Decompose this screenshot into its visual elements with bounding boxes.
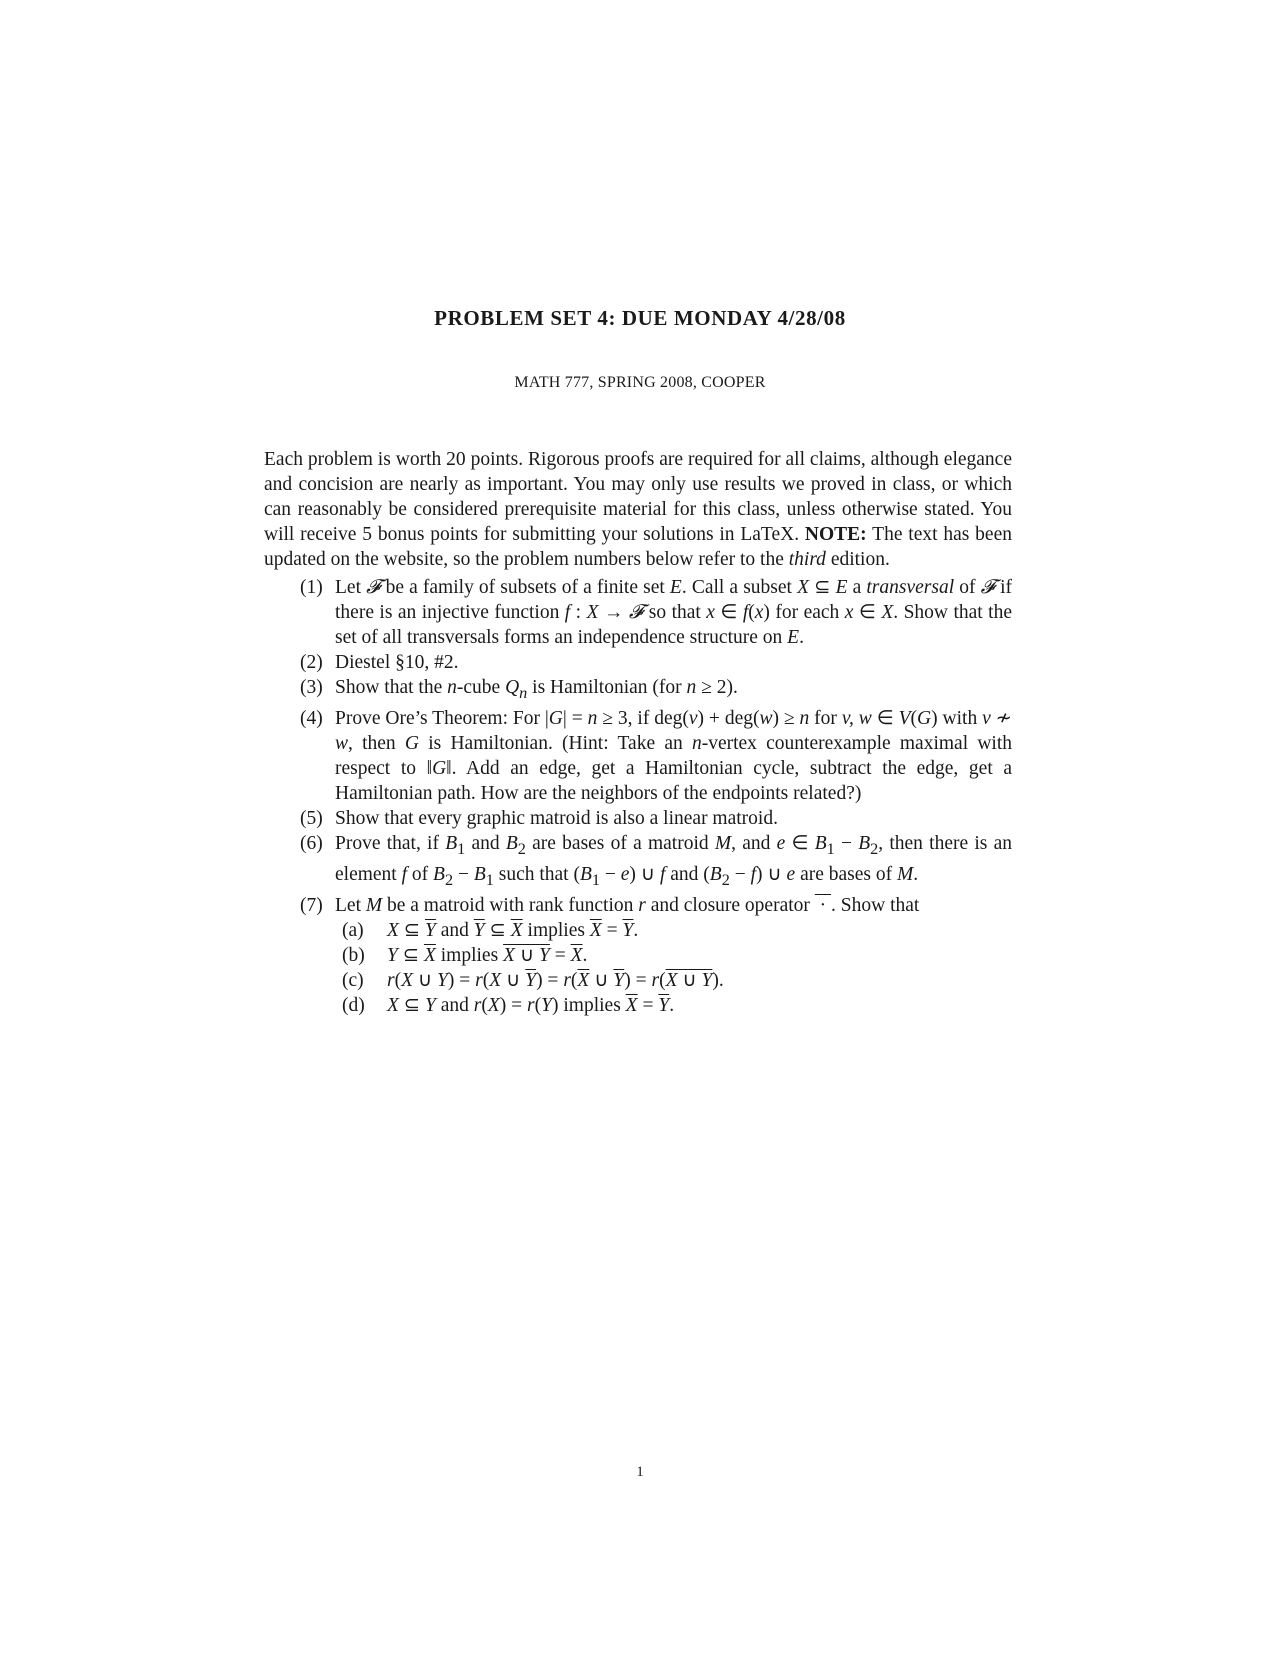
note-label: NOTE: <box>804 524 867 545</box>
problem-number: (3) <box>300 677 323 698</box>
problem-number: (1) <box>300 577 323 598</box>
course-subtitle: MATH 777, SPRING 2008, COOPER <box>514 374 766 391</box>
problem-4: (4) Prove Ore’s Theorem: For |G| = n ≥ 3, if deg(v) + deg(w) ≥ n for v, w ∈ V(G) with v ≁ w, then G is Hamiltonian. (Hint: Take an n-vertex counterexample maximal with respect to ‖G‖. Add an edge, get a Hamiltonian cycle, subtract the edge, get a Hamiltonian path. How are the neighbors of the endpoints related?) <box>300 707 1013 804</box>
problem-number: (6) <box>300 832 323 854</box>
page-title: PROBLEM SET 4: DUE MONDAY 4/28/08 <box>434 306 846 330</box>
subpart-list <box>335 918 1012 1018</box>
subpart-d: (d) X ⊆ Y and r(X) = r(Y) implies $\overline{X} = \overline{Y}$. <box>342 994 675 1016</box>
problem-6: (6) Prove that, if $B_1$ and $B_2$ are bases of a matroid M, and e ∈ $B_1 - B_2$, then there is an element f of $B_2 - B_1$ such that $(B_1 - e)$ ∪ f and $(B_2 - f)$ ∪ e are bases of M. <box>300 832 1012 889</box>
document-body <box>264 447 1012 1018</box>
problem-number: (2) <box>300 652 323 673</box>
subpart-c: (c) r(X ∪ Y) = r(X ∪ $\overline{Y}) = r(\overline{X}$ ∪ $\overline{Y}) = r(X$ ∪ Y). <box>342 969 724 991</box>
subpart-label: (a) <box>342 919 364 941</box>
page-number: 1 <box>636 1464 644 1480</box>
problem-2: (2) Diestel §10, #2. <box>300 652 459 673</box>
problem-number: (4) <box>300 707 323 729</box>
subpart-label: (b) <box>342 944 365 966</box>
subpart-label: (d) <box>342 994 365 1016</box>
subpart-b: (b) Y ⊆ $\overline{X}$ implies X ∪ $Y = \overline{X}$. <box>342 944 588 966</box>
subpart-a: (a) X ⊆ $\overline{Y}$ and $\overline{Y}$ ⊆ $\overline{X}$ implies $\overline{X} = \overline{Y}$. <box>342 919 639 941</box>
subpart-label: (c) <box>342 969 364 991</box>
intro-paragraph: Each problem is worth 20 points. Rigorous proofs are required for all claims, although elegance and concision are nearly as important. You may only use results we proved in class, or which can reasonably be considered prerequisite material for this class, unless otherwise stated. You will receive 5 bonus points for submitting your solutions in LaTeX. NOTE: The text has been updated on the website, so the problem numbers below refer to the third edition. <box>264 449 1012 570</box>
problem-number: (5) <box>300 807 323 829</box>
problem-number: (7) <box>300 894 323 916</box>
problem-1: (1) Let 𝓕 be a family of subsets of a finite set E. Call a subset X ⊆ E a transversal of 𝓕 if there is an injective function f : X → 𝓕 so that x ∈ f(x) for each x ∈ X. Show that the set of all transversals forms an independence structure on E. <box>300 577 1013 648</box>
problem-5: (5) Show that every graphic matroid is also a linear matroid. <box>300 807 778 829</box>
problem-3: (3) Show that the n-cube $Q_n$ is Hamiltonian (for n ≥ 2). <box>300 677 738 702</box>
problem-list <box>264 575 1012 1018</box>
problem-7: (7) Let M be a matroid with rank function r and closure operator · . Show that (a) X ⊆ $\overline{Y}$ and $\overline{Y}$ ⊆ $\overline{X}$ implies $\overline{X} = \overline{Y}$. (b) Y ⊆ $\overline{X}$ implies X ∪ $Y = \overline{X}$. (c) r(X ∪ Y) = r(X ∪ $\overline{Y}) = r(\overline{X}$ ∪ $\overline{Y}) = r(X$ ∪ Y). (d) X ⊆ Y and r(X) = r(Y) implies $\overline{X} = \overline{Y}$. <box>264 893 1012 1018</box>
